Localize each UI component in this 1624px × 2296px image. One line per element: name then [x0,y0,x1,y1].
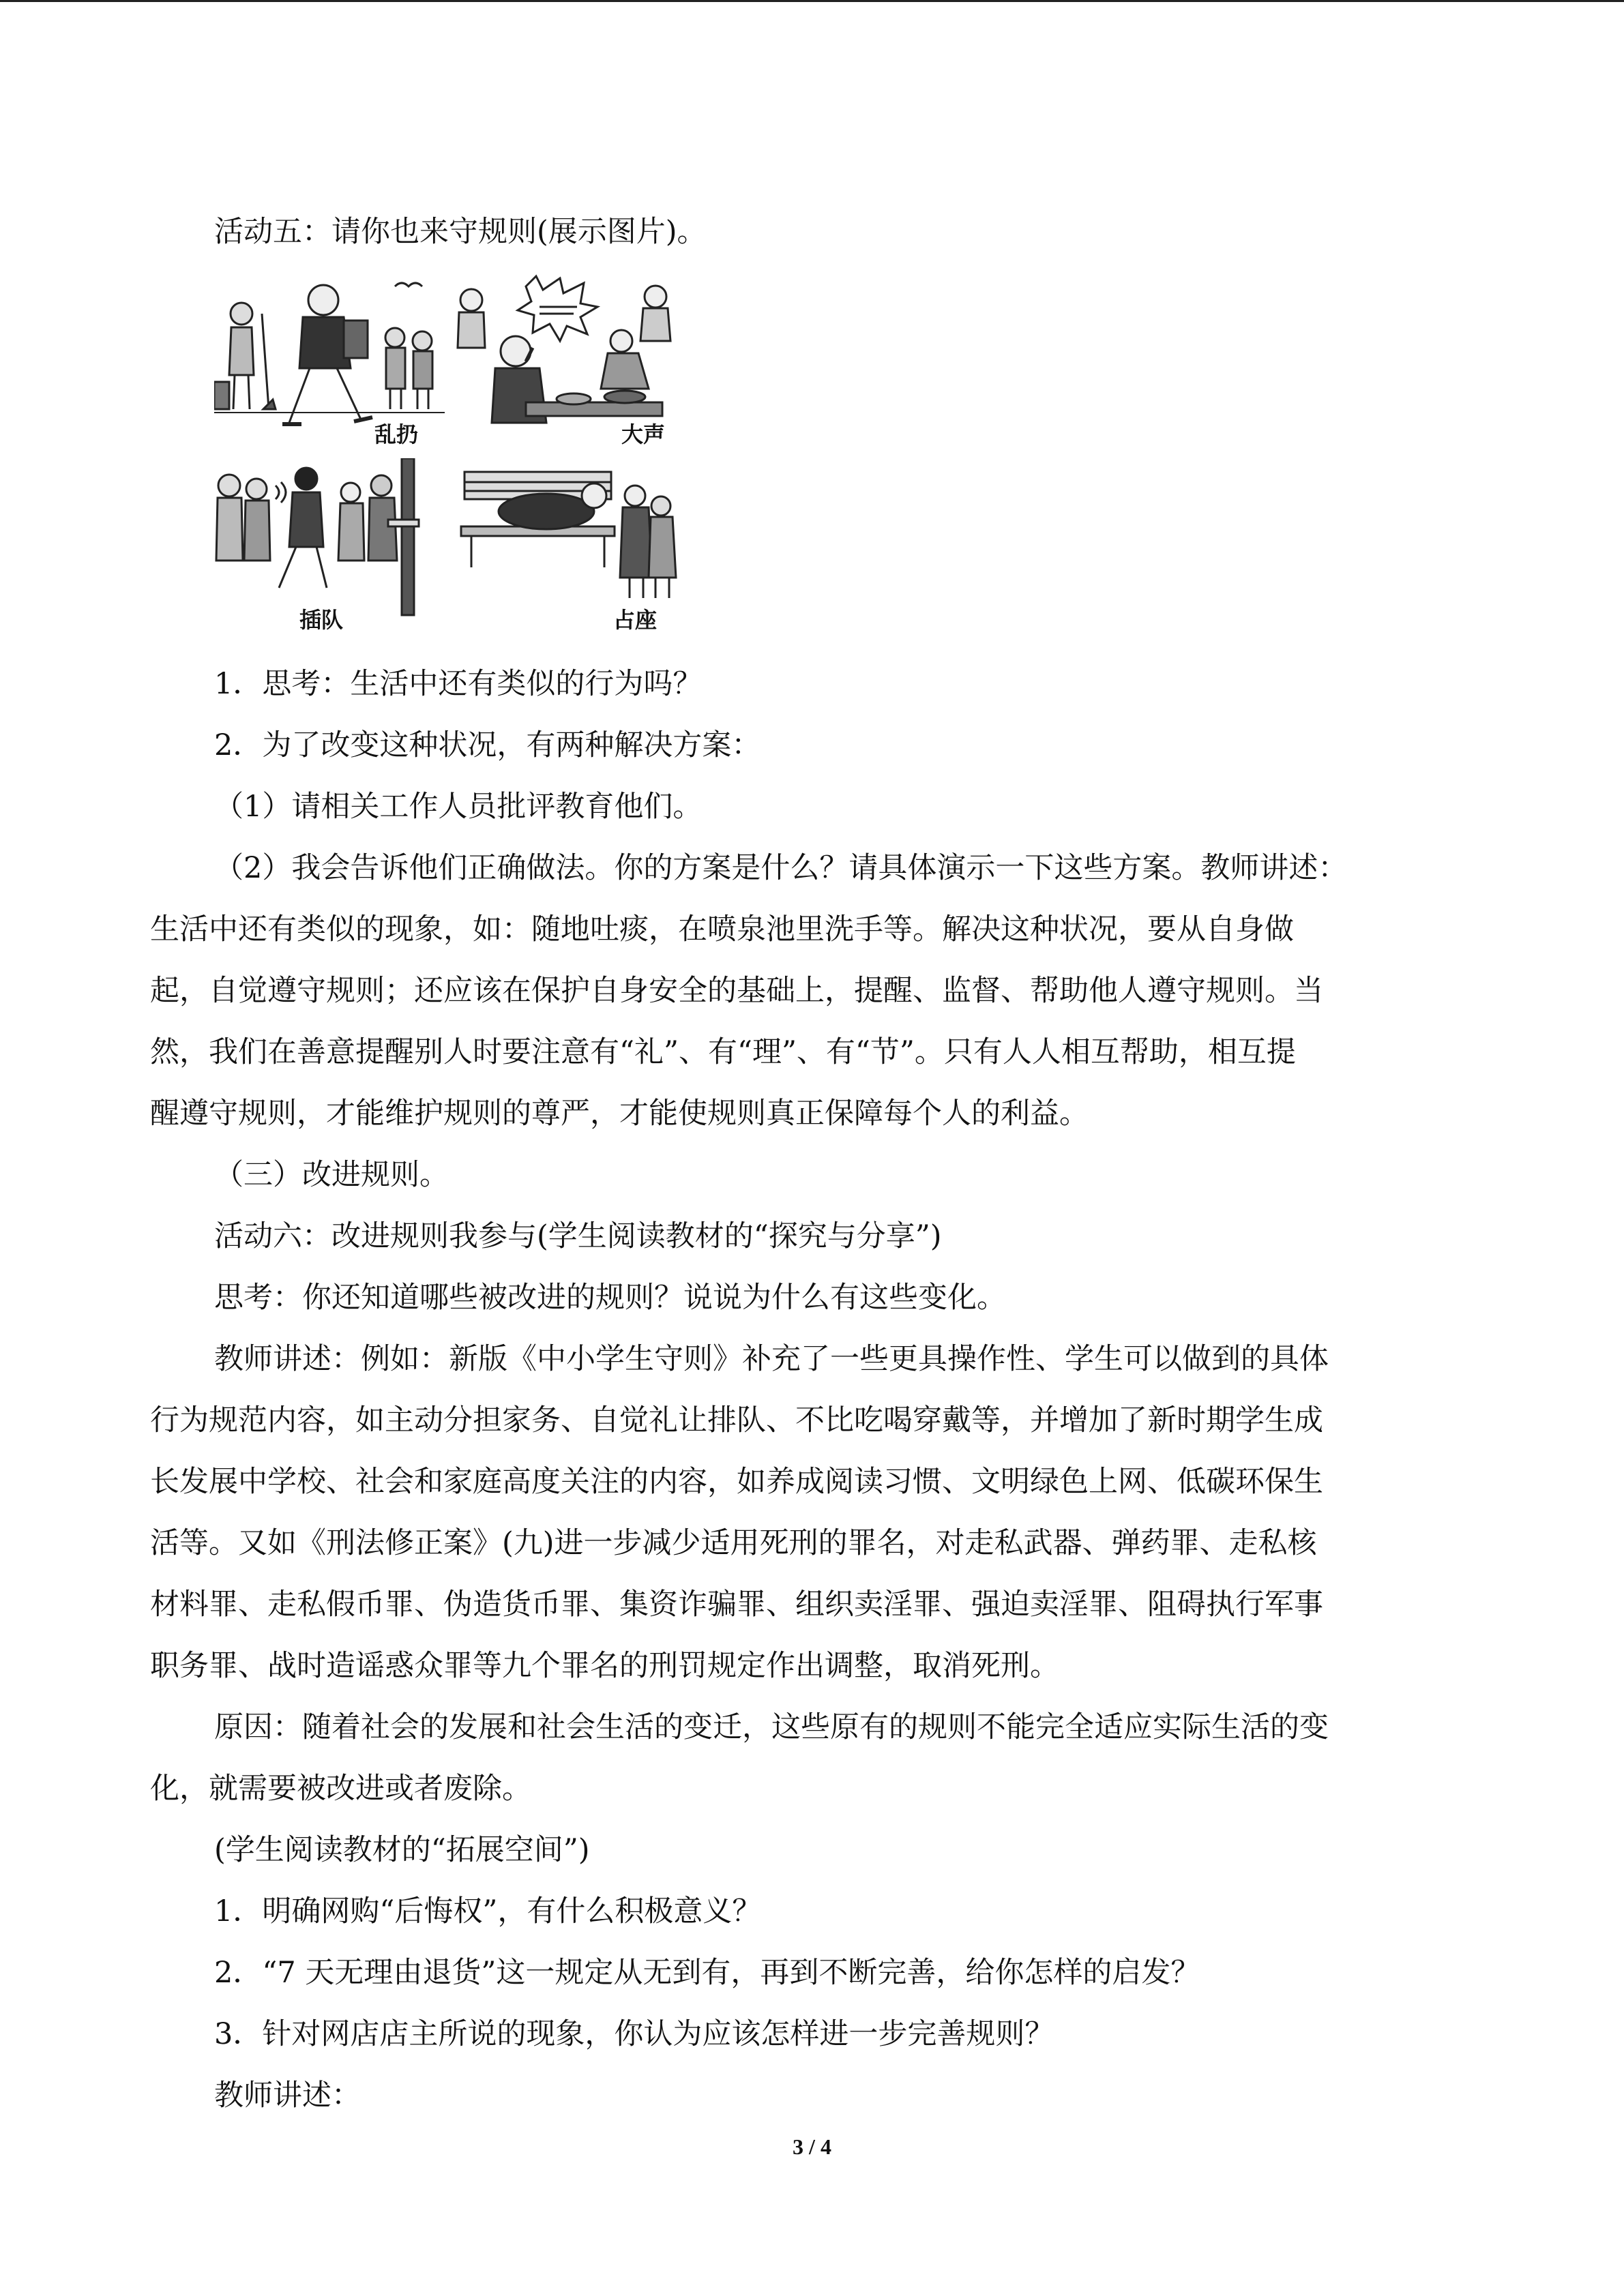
text-line-19: 化，就需要被改进或者废除。 [150,1772,531,1806]
section-heading-improve-rules: （三）改进规则。 [214,1158,449,1192]
text-line-11: 思考：你还知道哪些被改进的规则？说说为什么有这些变化。 [214,1281,1006,1315]
text-line-4: （2）我会告诉他们正确做法。你的方案是什么？请具体演示一下这些方案。教师讲述： [214,851,1348,885]
text-line-7: 然，我们在善意提醒别人时要注意有“礼”、有“理”、有“节”。只有人人相互帮助，相互提 [150,1035,1296,1069]
text-line-12: 教师讲述：例如：新版《中小学生守则》补充了一些更具操作性、学生可以做到的具体 [214,1342,1329,1376]
text-line-18: 原因：随着社会的发展和社会生活的变迁，这些原有的规则不能完全适应实际生活的变 [214,1710,1329,1744]
text-line-5: 生活中还有类似的现象，如：随地吐痰，在喷泉池里洗手等。解决这种状况，要从自身做 [150,912,1294,946]
rules-illustration-grid [214,273,681,638]
caption-queue-jumping: 插队 [299,607,344,633]
top-border-rule [0,0,1624,2]
text-line-13: 行为规范内容，如主动分担家务、自觉礼让排队、不比吃喝穿戴等，并增加了新时期学生成 [150,1403,1323,1437]
text-line-23: 3．针对网店店主所说的现象，你认为应该怎样进一步完善规则？ [214,2017,1054,2051]
text-line-16: 材料罪、走私假币罪、伪造货币罪、集资诈骗罪、组织卖淫罪、强迫卖淫罪、阻碍执行军事 [150,1587,1323,1622]
text-line-21: 1．明确网购“后悔权”，有什么积极意义？ [214,1894,762,1928]
caption-seat-hogging: 占座 [613,607,658,633]
activity-5-heading: 活动五：请你也来守规则(展示图片)。 [214,215,707,249]
littering-illustration [214,273,445,449]
text-line-8: 醒遵守规则，才能维护规则的尊严，才能使规则真正保障每个人的利益。 [150,1097,1089,1131]
text-line-3: （1）请相关工作人员批评教育他们。 [214,790,703,824]
text-line-24: 教师讲述： [214,2078,361,2113]
text-line-2: 2．为了改变这种状况，有两种解决方案： [214,728,761,762]
text-line-15: 活等。又如《刑法修正案》(九)进一步减少适用死刑的罪名，对走私武器、弹药罪、走私核 [150,1526,1317,1560]
caption-loud: 大声 [621,421,666,447]
text-line-14: 长发展中学校、社会和家庭高度关注的内容，如养成阅读习惯、文明绿色上网、低碳环保生 [150,1465,1323,1499]
activity-6-heading: 活动六：改进规则我参与(学生阅读教材的“探究与分享”) [214,1219,942,1253]
text-line-6: 起，自觉遵守规则；还应该在保护自身安全的基础上，提醒、监督、帮助他人遵守规则。当 [150,974,1323,1008]
text-line-20: (学生阅读教材的“拓展空间”) [214,1833,590,1867]
text-line-1: 1．思考：生活中还有类似的行为吗？ [214,667,703,701]
text-line-17: 职务罪、战时造谣惑众罪等九个罪名的刑罚规定作出调整，取消死刑。 [150,1649,1059,1683]
text-line-22: 2．“7 天无理由退货”这一规定从无到有，再到不断完善，给你怎样的启发？ [214,1956,1200,1990]
caption-littering: 乱扔 [374,421,419,447]
page-number: 3 / 4 [793,2134,831,2159]
loud-noise-illustration [451,273,681,449]
seat-hogging-illustration [451,458,681,634]
queue-jumping-illustration [214,458,445,634]
